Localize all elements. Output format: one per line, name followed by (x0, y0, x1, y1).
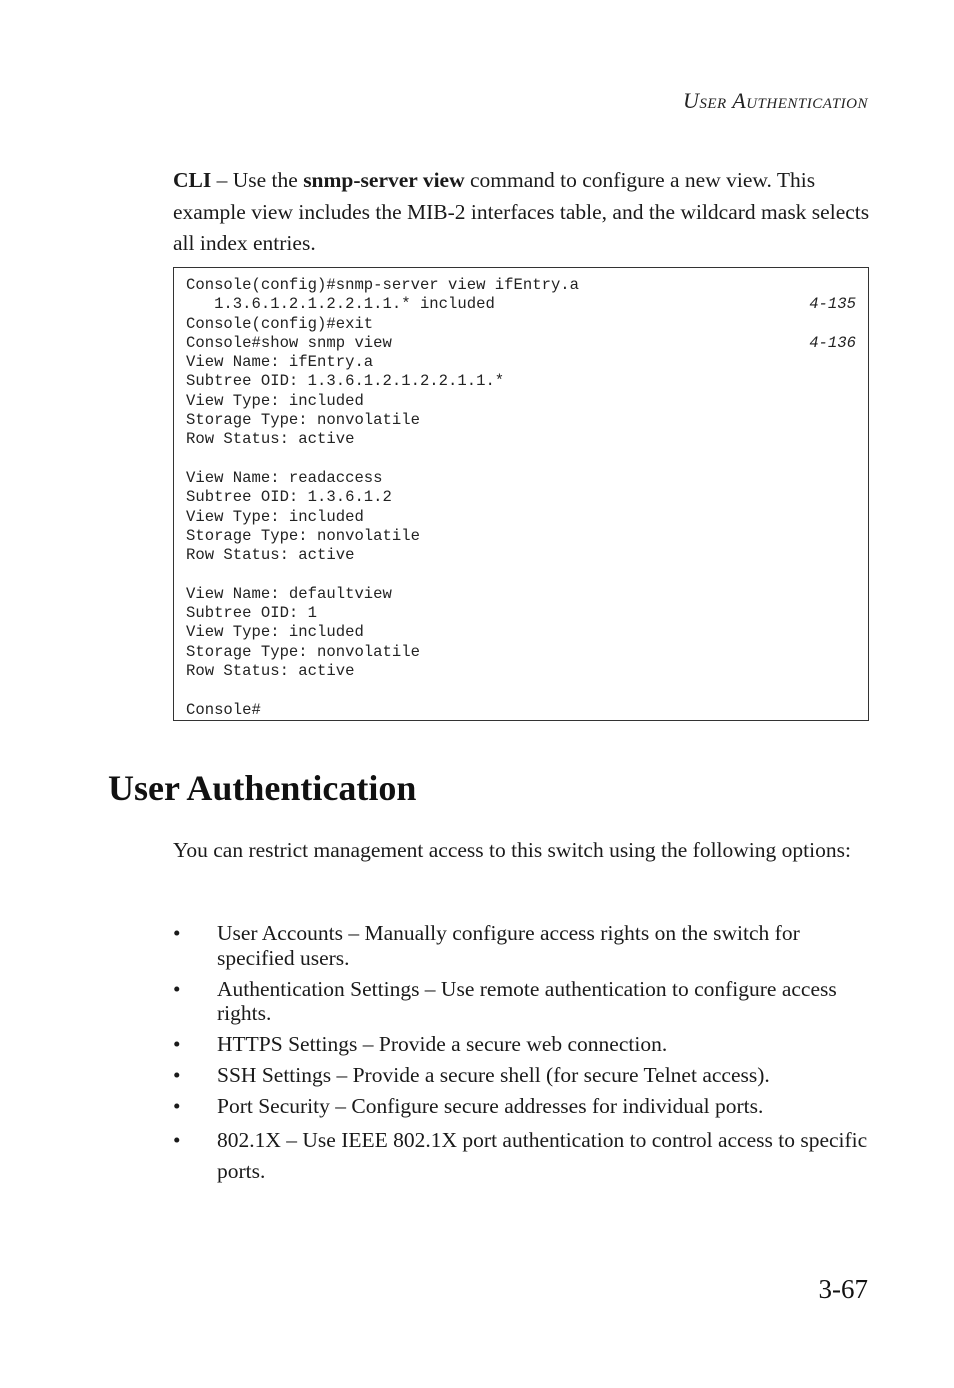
code-line (186, 701, 856, 720)
bullet-icon: • (173, 1063, 181, 1087)
list-item (173, 977, 873, 1026)
code-text: View Type: included (186, 391, 364, 410)
code-line (186, 353, 856, 372)
list-item-text: User Accounts – Manually configure access rights on the switch for specified users. (217, 921, 800, 970)
code-page-ref: 4-136 (809, 333, 856, 352)
code-line (186, 623, 856, 642)
cli-label: CLI (173, 168, 212, 192)
code-line (186, 488, 856, 507)
code-text: Console(config)#exit (186, 314, 374, 333)
code-line (186, 546, 856, 565)
list-item-text: Port Security – Configure secure addresses for individual ports. (217, 1094, 764, 1118)
code-text: Row Status: active (186, 661, 355, 680)
code-line (186, 585, 856, 604)
code-text: Console(config)#snmp-server view ifEntry.a (186, 276, 580, 294)
code-line (186, 450, 856, 469)
code-line (186, 508, 856, 527)
code-line (186, 604, 856, 623)
intro-text-1: – Use the (211, 168, 304, 192)
code-text: View Type: included (186, 507, 364, 526)
code-text: Storage Type: nonvolatile (186, 642, 420, 661)
code-text: Subtree OID: 1.3.6.1.2 (186, 488, 392, 507)
bullet-icon: • (173, 1032, 181, 1056)
bullet-icon: • (173, 1094, 181, 1118)
options-list (173, 921, 873, 1194)
code-text: View Name: ifEntry.a (186, 353, 374, 372)
list-item (173, 1094, 873, 1119)
section-heading: User Authentication (108, 768, 417, 808)
code-text: Row Status: active (186, 546, 355, 565)
bullet-icon: • (173, 976, 181, 1001)
code-line (186, 565, 856, 584)
code-text: Console# (186, 700, 261, 719)
code-text: Row Status: active (186, 430, 355, 449)
bullet-icon: • (173, 921, 181, 945)
bullet-icon: • (173, 1128, 181, 1152)
list-item (173, 1063, 873, 1088)
list-item-text: 802.1X – Use IEEE 802.1X port authentication to control access to specific ports. (217, 1128, 868, 1183)
intro-text-2: command to configure a new view. This example view includes the MIB-2 interfaces table, and the wildcard mask selects all index entries. (173, 168, 870, 255)
list-item-text: SSH Settings – Provide a secure shell (for secure Telnet access). (217, 1063, 770, 1087)
section-body: You can restrict management access to this switch using the following options: (173, 838, 851, 862)
page-number: 3-67 (818, 1274, 868, 1304)
code-text: View Name: defaultview (186, 584, 392, 603)
code-text: Subtree OID: 1 (186, 604, 318, 623)
code-line (186, 315, 856, 334)
list-item-text: Authentication Settings – Use remote authentication to configure access rights. (217, 976, 837, 1025)
code-line (186, 527, 856, 546)
code-page-ref: 4-135 (809, 295, 856, 314)
code-line (186, 469, 856, 488)
command-name: snmp-server view (303, 168, 465, 192)
code-line (186, 681, 856, 700)
code-text: Console#show snmp view (186, 333, 392, 352)
list-item-text: HTTPS Settings – Provide a secure web connection. (217, 1032, 668, 1056)
code-line (186, 643, 856, 662)
list-item (173, 1032, 873, 1057)
code-text: Storage Type: nonvolatile (186, 526, 420, 545)
code-text: View Name: readaccess (186, 468, 383, 487)
code-line (186, 295, 856, 314)
code-line (186, 276, 856, 295)
code-line (186, 392, 856, 411)
running-header: User Authentication (682, 88, 868, 113)
intro-paragraph (173, 165, 873, 260)
code-text: 1.3.6.1.2.1.2.2.1.1.* included (186, 295, 495, 314)
code-line (186, 662, 856, 681)
code-text: Storage Type: nonvolatile (186, 411, 420, 430)
code-line (186, 372, 856, 391)
code-text: View Type: included (186, 623, 364, 642)
code-line (186, 411, 856, 430)
list-item (173, 1125, 873, 1187)
code-line (186, 430, 856, 449)
code-line (186, 334, 856, 353)
list-item (173, 921, 873, 970)
code-example-box (173, 267, 869, 721)
code-text: Subtree OID: 1.3.6.1.2.1.2.2.1.1.* (186, 372, 505, 391)
